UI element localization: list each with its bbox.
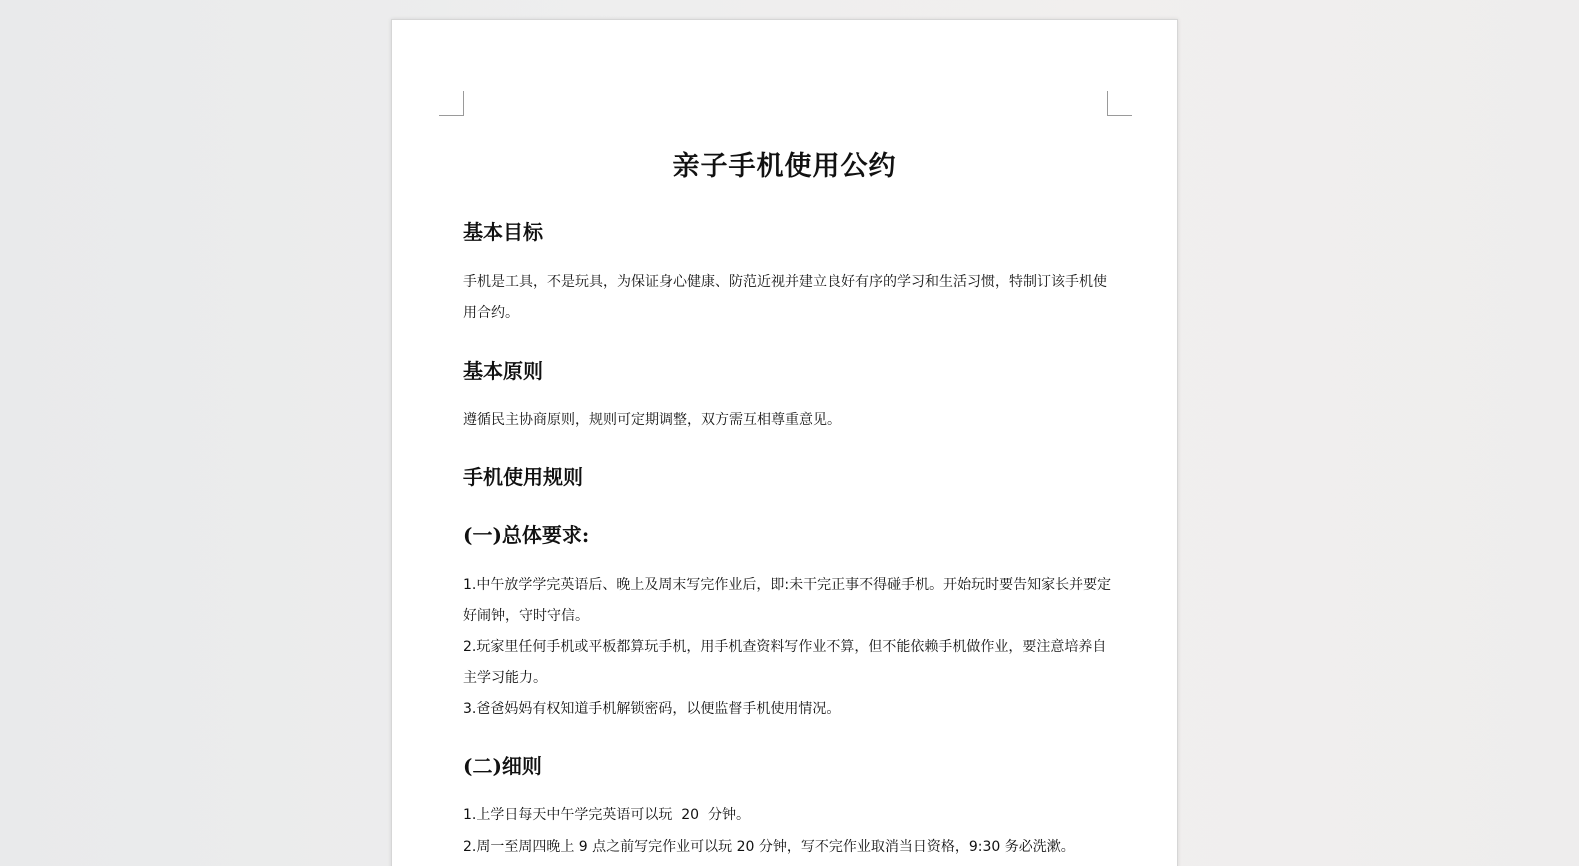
margin-corner-top-left [439, 91, 464, 116]
heading-detailed-rules: (二)细则 [463, 754, 542, 778]
heading-basic-principle: 基本原则 [463, 359, 543, 383]
list-item: 2.玩家里任何手机或平板都算玩手机，用手机查资料写作业不算，但不能依赖手机做作业，要注意培养自主学习能力。 [463, 639, 1107, 686]
heading-basic-goal: 基本目标 [463, 220, 543, 244]
list-item: 3.爸爸妈妈有权知道手机解锁密码，以便监督手机使用情况。 [463, 701, 841, 717]
list-item: 1.上学日每天中午学完英语可以玩 20 分钟。 [463, 807, 750, 823]
list-item: 2.周一至周四晚上 9 点之前写完作业可以玩 20 分钟，写不完作业取消当日资格，9:30 务必洗漱。 [463, 839, 1075, 855]
heading-general-requirements: (一)总体要求: [463, 523, 590, 547]
list-item: 1.中午放学学完英语后、晚上及周末写完作业后，即:未干完正事不得碰手机。开始玩时要告知家长并要定好闹钟，守时守信。 [463, 577, 1112, 624]
heading-phone-rules: 手机使用规则 [463, 465, 583, 489]
document-title: 亲子手机使用公约 [672, 151, 897, 182]
paragraph-basic-principle: 遵循民主协商原则，规则可定期调整，双方需互相尊重意见。 [463, 412, 841, 428]
margin-corner-top-right [1107, 91, 1132, 116]
document-page[interactable] [391, 19, 1178, 866]
paragraph-basic-goal: 手机是工具，不是玩具，为保证身心健康、防范近视并建立良好有序的学习和生活习惯，特制订该手机使用合约。 [463, 274, 1107, 321]
